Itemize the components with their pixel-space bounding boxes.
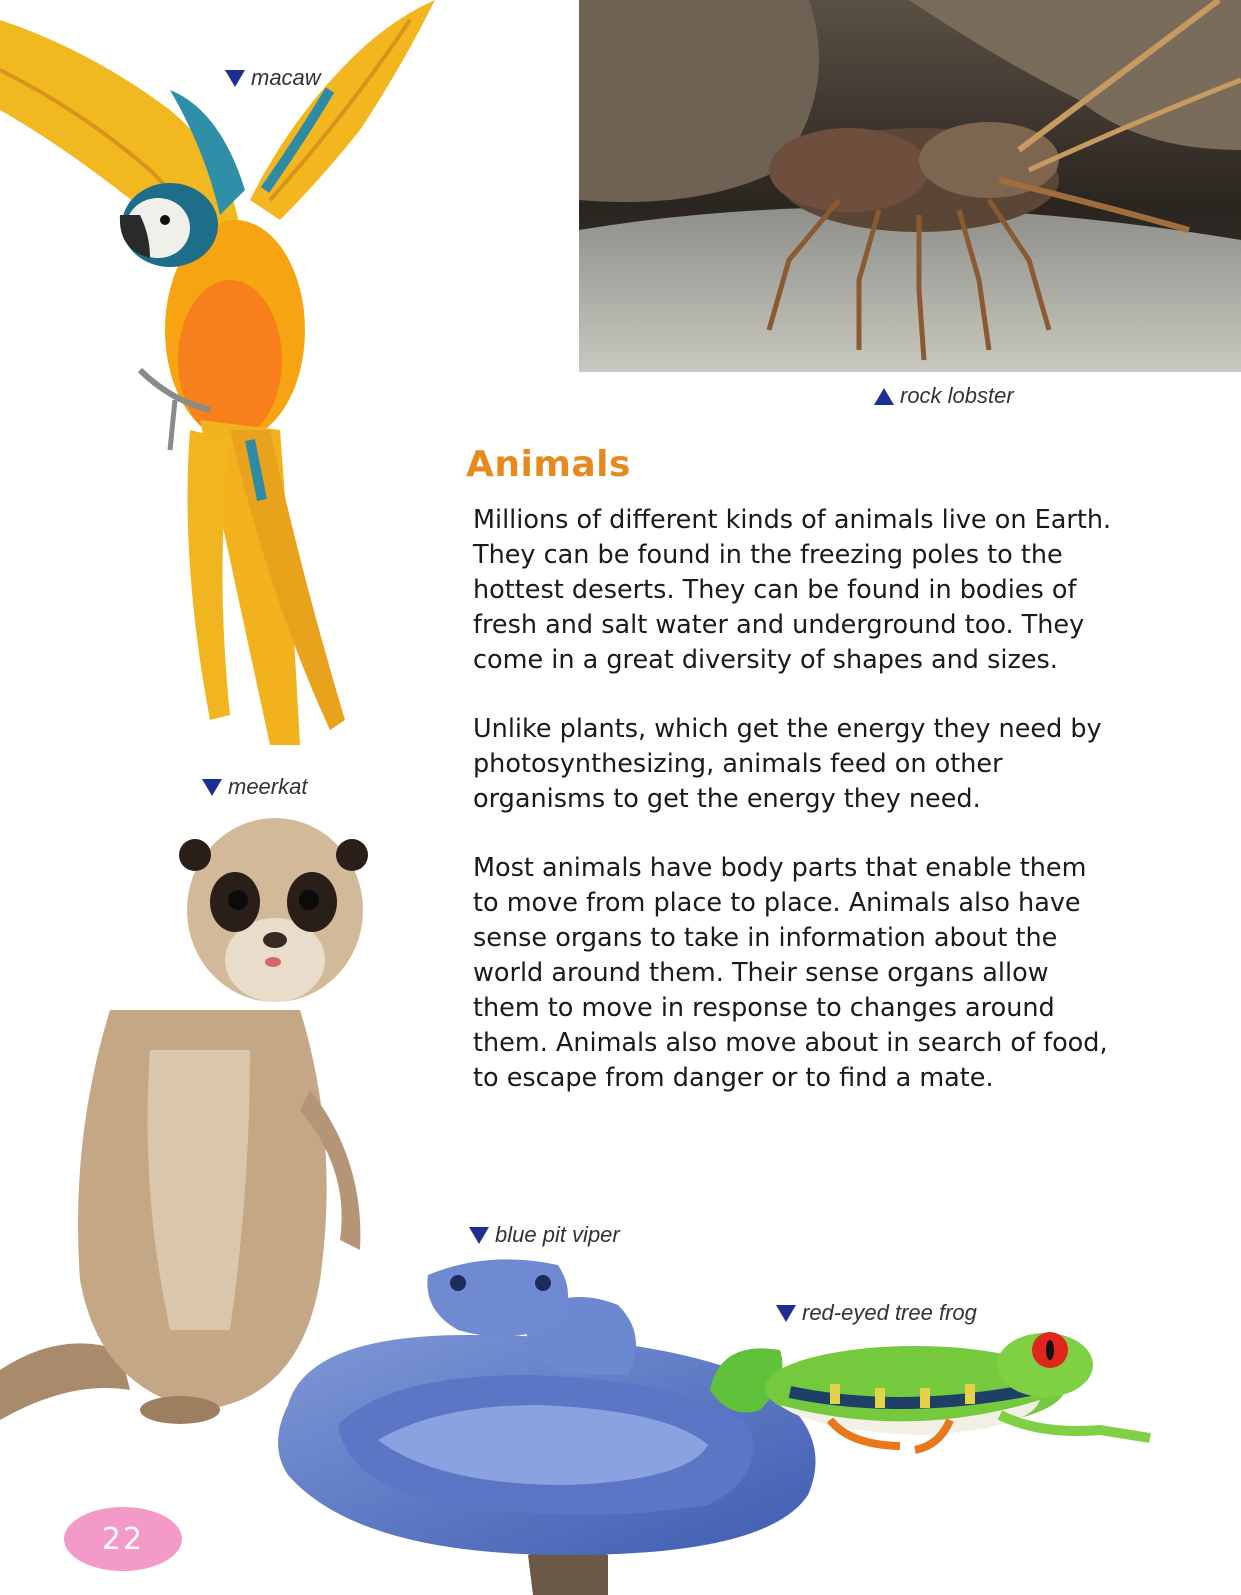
tree-frog-photo [700,1320,1170,1460]
triangle-up-icon [874,388,894,405]
page-number-text: 22 [101,1521,145,1557]
section-heading: Animals [466,444,631,485]
paragraph: Unlike plants, which get the energy they need by photosynthesizing, animals feed on other organisms to get the energy they need. [473,714,1102,814]
tree-frog-caption-text: red-eyed tree frog [802,1300,977,1325]
paragraph: Most animals have body parts that enable them to move from place to place. Animals also have sense organs to take in information about the world around them. Their sense organs allow them to move in response to changes around them. Animals also move about in search of food, to escape from danger or to find a mate. [473,853,1108,1093]
meerkat-caption-text: meerkat [228,774,308,799]
macaw-caption [225,65,321,91]
macaw-caption-text: macaw [251,65,321,90]
rock-lobster-caption-text: rock lobster [900,383,1014,408]
blue-pit-viper-caption [469,1222,620,1248]
rock-lobster-photo [579,0,1241,372]
triangle-down-icon [225,70,245,87]
triangle-down-icon [202,779,222,796]
triangle-down-icon [776,1305,796,1322]
page-number [64,1507,182,1571]
meerkat-caption [202,774,307,800]
blue-pit-viper-caption-text: blue pit viper [495,1222,620,1247]
triangle-down-icon [469,1227,489,1244]
macaw-photo [0,0,440,760]
paragraph: Millions of different kinds of animals live on Earth. They can be found in the freezing poles to the hottest deserts. They can be found in bodies of fresh and salt water and underground too. They come in a great diversity of shapes and sizes. [473,505,1112,675]
section-body [473,503,1113,1130]
rock-lobster-caption [874,383,1014,409]
